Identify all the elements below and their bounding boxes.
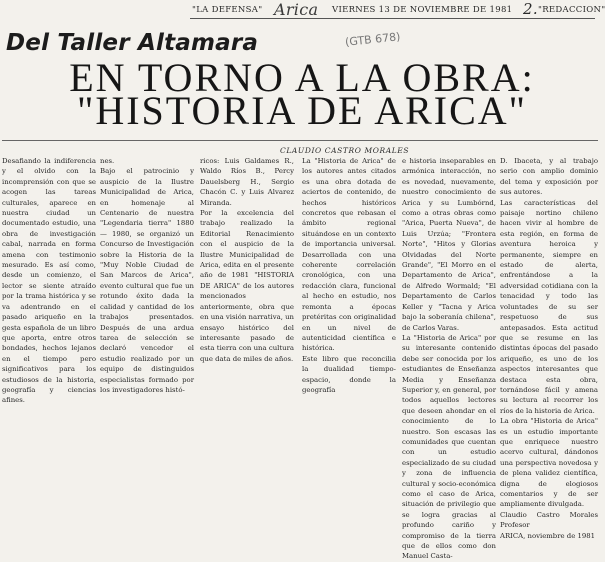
headline-divider [2,140,598,141]
masthead-page-number: 2. [523,0,538,18]
masthead-date: VIERNES 13 DE NOVIEMBRE DE 1981 [332,5,513,15]
article-kicker: Del Taller Altamara [6,30,259,56]
masthead-line [190,0,605,19]
masthead-city-handwritten: Arica [274,0,319,19]
article-column-4: La "Historia de Arica" de los autores antes citados es una obra dotada de aciertos de contenido, de hechos históricos concretos que rebasan el ámbito regional situándose en un contexto de importancia universal. Desarrollada con una coherente correlación cronológica, con una redacción clara, funcional al hecho en estudio, nos remonta a épocas pretéritas con originalidad en un nivel de autenticidad científica e histórica. Este libro que reconcilia la dualidad tiempo-espacio, donde la geografía [302,157,396,394]
masthead-section: "REDACCION" [538,5,605,15]
article-column-1: Desafiando la indiferencia y el olvido con la incomprensión con que se acogen las tareas culturales, aparece en nuestra ciudad un documentado estudio, una obra de investigación cabal, narrada en forma amena con testimonio mesurado. Es así como, desde un comienzo, el lector se siente atraído por la trama histórica y se va adentrando en el pasado ariqueño en la gesta española de un libro que aporta, entre otros bondades, hechos lejanos en el tiempo pero significativos para los estudiosos de la historia, geografía y ciencias afines. [2,157,96,405]
article-column-5: e historia inseparables en armónica interacción, no es novedad, nuevamente, nuestro conocimiento de Arica y su Lumbórnd, como a otras obras como "Arica, Puerta Nueva", de Luis Urzúa; "Frontera Norte", "Hitos y Glorias Olvidadas del Norte Grande", "El Morro en el Departamento de Arica", de Alfredo Wormald; "El Departamento de Carlos Keller y "Tacna y Arica bajo la soberanía chilena", de Carlos Varas. La "Historia de Arica" por su interesante contenido debe ser conocida por los estudiantes de Enseñanza Media y Enseñanza Superior y, en general, por todos aquellos lectores que deseen ahondar en el conocimiento de lo nuestro. Son escasas las comunidades que cuentan con un estudio especializado de su ciudad y zona de influencia cultural y socio-económica como el caso de Arica, situación de privilegio que se logra gracias al profundo cariño y compromiso de la tierra que de ellos como don Manuel Casta- [402,157,496,561]
headline-line-1: EN TORNO A LA OBRA: [69,55,535,100]
article-column-3: ricos: Luis Galdames R., Waldo Ríos B., Percy Dauelsberg H., Sergio Chacón C. y Luis Alvarez Miranda. Por la excelencia del trabajo realizado la Editorial Renacimiento con el auspicio de la Ilustre Municipalidad de Arica, edita en el presente año de 1981 "HISTORIA DE ARICA" de los autores mencionados anteriormente, obra que en una visión narrativa, un ensayo histórico del interesante pasado de esta tierra con una cultura que data de miles de años. [200,157,294,363]
article-column-6: D. Ibaceta, y al trabajo serio con amplio dominio del tema y exposición por sus autores. Las características del paisaje nortino chileno hacen vivir al hombre de esta región, en forma de aventura heroica y permanente, siempre en estado de alerta, enfrentándose a la adversidad cotidiana con la tenacidad y todo las voluntades de su ser respetuoso de sus antepasados. Esta actitud que se resume en las distintas épocas del pasado ariqueño, es uno de los aspectos interesantes que destaca esta obra, tornándose fácil y amena su lectura al recorrer los ríos de la historia de Arica. La obra "Historia de Arica" es un estudio importante que enriquece nuestro acervo cultural, dándonos una perspectiva novedosa y de plena validez científica, digna de elogiosos comentarios y de ser ampliamente divulgada. Claudio Castro Morales Profesor ARICA, noviembre de 1981 [500,157,598,540]
article-column-2: nes. Bajo el patrocinio y auspicio de la Ilustre Municipalidad de Arica, en homenaje al Centenario de nuestra "Legendaria tierra" 1880 — 1980, se organizó un Concurso de Investigación sobre la Historia de la "Muy Noble Ciudad de San Marcos de Arica", evento cultural que fue un rotundo éxito dada la calidad y cantidad de los trabajos presentados. Después de una ardua tarea de selección se declaró vencedor el estudio realizado por un equipo de distinguidos especialistas formado por los investigadores histó- [100,157,194,394]
masthead-paper-name: "LA DEFENSA" [192,5,263,15]
headline-line-2: "HISTORIA DE ARICA" [77,88,527,133]
article-byline: CLAUDIO CASTRO MORALES [280,146,410,155]
archive-handwritten-mark: (GTB 678) [344,30,402,49]
